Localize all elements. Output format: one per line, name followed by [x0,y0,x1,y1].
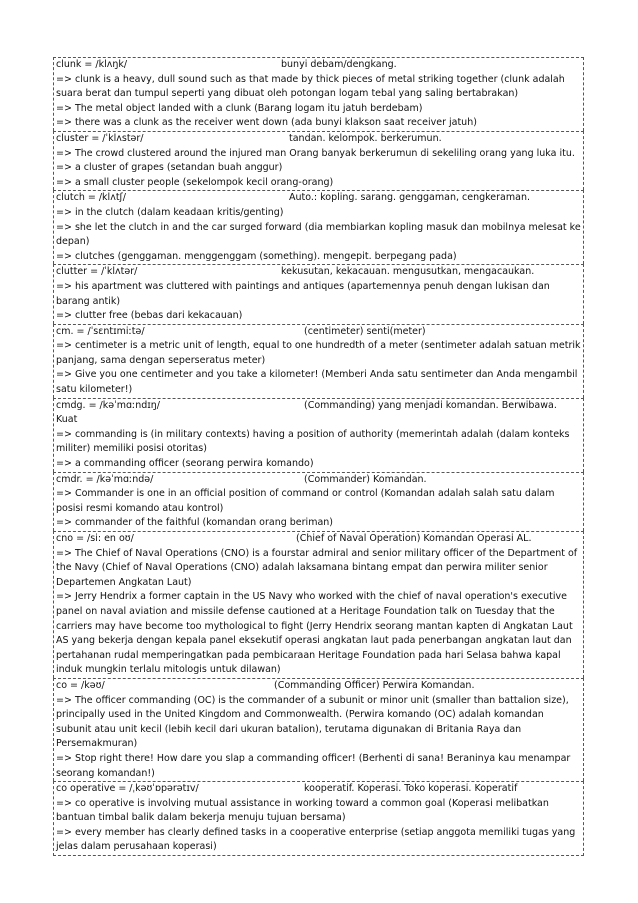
entry-example-line: => his apartment was cluttered with paintings and antiques (apartemennya penuh dengan lukisan dan barang antik) [56,280,550,307]
entry-header [56,191,581,206]
entry-definition: kekusutan, kekacauan. mengusutkan, mengacaukan. [281,266,535,278]
entry-example-line: => clunk is a heavy, dull sound such as that made by thick pieces of metal striking together (clunk adalah suara berat dan tumpul seperti yang dibuat oleh potongan logam tebal yang saling bertabrakan) [56,73,565,100]
entry-definition: kooperatif. Koperasi. Toko koperasi. Koperatif [304,783,518,795]
entry-header [56,473,581,488]
entry-header [56,399,581,414]
entry-definition: (Commanding) yang menjadi komandan. Berwibawa. [304,399,557,411]
entry-header [56,325,581,340]
entry-example-line: => commanding is (in military contexts) having a position of authority (memerintah adalah (dalam konteks militer) memiliki posisi otoritas) [56,428,570,455]
entry-example-line: => she let the clutch in and the car surged forward (dia membiarkan kopling masuk dan mobilnya melesat ke depan) [56,221,581,248]
entry-example-line: => a commanding officer (seorang perwira komando) [56,458,314,470]
entry-example-line: => The crowd clustered around the injured man Orang banyak berkerumun di sekeliling orang yang luka itu. [56,147,575,159]
entry-header [56,782,581,797]
entry-header [56,265,581,280]
entry-example-line: => The Chief of Naval Operations (CNO) is a fourstar admiral and senior military officer of the Department of the Navy (Chief of Naval Operations (CNO) adalah laksamana bintang empat dan perwira militer senior Departemen Angkatan Laut) [56,547,578,588]
entry-header [56,58,581,73]
entry-header [56,132,581,147]
dictionary-entry [53,264,584,323]
dictionary-entry [53,398,584,472]
entry-headword: clunk = /klʌŋk/ [56,59,128,70]
dictionary-entry [53,678,584,781]
entry-example-line: => The metal object landed with a clunk (Barang logam itu jatuh berdebam) [56,102,423,114]
entry-definition: Auto.: kopling. sarang. genggaman, cengkeraman. [289,192,530,204]
entry-example-line: => co operative is involving mutual assistance in working toward a common goal (Koperasi melibatkan bantuan timbal balik dalam bekerja menuju tujuan bersama) [56,797,549,824]
entry-headword: cluster = /ˈklʌstər/ [56,132,144,144]
entry-headword: clutch = /klʌtʃ/ [56,192,126,204]
dictionary-entry [53,131,584,190]
dictionary-entry [53,324,584,398]
entry-headword: co operative = /ˌkəʊˈɒpərətɪv/ [56,783,199,795]
entry-example-line: => Stop right there! How dare you slap a commanding officer! (Berhenti di sana! Beraninya kau menampar seorang komandan!) [56,752,571,779]
entry-headword: clutter = /ˈklʌtər/ [56,266,138,278]
entry-headword: cmdg. = /kəˈmɑːndɪŋ/ [56,399,161,411]
entry-example-line: => every member has clearly defined tasks in a cooperative enterprise (setiap anggota memiliki tugas yang jelas dalam perusahaan koperasi) [56,826,576,853]
entry-headword: co = /kəʊ/ [56,679,105,691]
dictionary-entry [53,57,584,131]
entry-headword: cmdr. = /kəˈmɑːndə/ [56,473,154,485]
entry-definition: tandan. kelompok. berkerumun. [289,132,442,144]
entry-example-line: => Jerry Hendrix a former captain in the US Navy who worked with the chief of naval operation's executive panel on naval aviation and missile defense cautioned at a Heritage Foundation talk on Tuesday that the carriers may have become too mythological to fight (Jerry Hendrix seorang mantan kapten di Angkatan Laut AS yang bekerja dengan kepala panel eksekutif operasi angkatan laut pada penerbangan angkatan laut dan pertahanan rudal memperingatkan pada pembicaraan Heritage Foundation pada hari Selasa bahwa kapal induk mungkin terlalu mitologis untuk dilawan) [56,591,573,676]
entry-example-line: => The officer commanding (OC) is the commander of a subunit or minor unit (smaller than battalion size), principally used in the United Kingdom and Commonwealth. (Perwira komando (OC) adalah komandan subunit atau unit kecil (lebih kecil dari ukuran batalion), terutama digunakan di Britania Raya dan Persemakmuran) [56,694,569,750]
dictionary-entry [53,190,584,264]
entry-definition: (centimeter) senti(meter) [304,325,426,337]
entry-header [56,679,581,694]
entry-headword: cm. = /ˈsɛntɪmiːtə/ [56,325,145,337]
entry-definition: (Commander) Komandan. [304,473,427,485]
dictionary-entry [53,781,584,856]
entry-example-line: => Give you one centimeter and you take a kilometer! (Memberi Anda satu sentimeter dan Anda mengambil satu kilometer!) [56,369,578,396]
entry-header [56,532,581,547]
entry-example-line: => there was a clunk as the receiver went down (ada bunyi klakson saat receiver jatuh) [56,117,477,129]
entry-example-line: => clutter free (bebas dari kekacauan) [56,310,243,322]
entry-example-line: Kuat [56,414,78,426]
entry-definition: (Chief of Naval Operation) Komandan Operasi AL. [296,533,532,544]
entry-definition: (Commanding Officer) Perwira Komandan. [274,679,475,691]
dictionary-page [53,57,584,856]
entry-example-line: => clutches (genggaman. menggenggam (something). mengepit. berpegang pada) [56,250,457,262]
entry-example-line: => centimeter is a metric unit of length, equal to one hundredth of a meter (sentimeter adalah satuan metrik panjang, sama dengan seperseratus meter) [56,340,581,366]
entry-example-line: => Commander is one in an official position of command or control (Komandan adalah salah satu dalam posisi resmi komando atau kontrol) [56,488,555,514]
entry-example-line: => a small cluster people (sekelompok kecil orang-orang) [56,176,334,188]
dictionary-entry [53,531,584,678]
entry-headword: cno = /si: en oʊ/ [56,533,134,544]
dictionary-entry [53,472,584,531]
entry-example-line: => a cluster of grapes (setandan buah anggur) [56,162,283,174]
entry-example-line: => in the clutch (dalam keadaan kritis/genting) [56,206,284,218]
entry-example-line: => commander of the faithful (komandan orang beriman) [56,517,333,529]
entry-definition: bunyi debam/dengkang. [281,59,397,70]
